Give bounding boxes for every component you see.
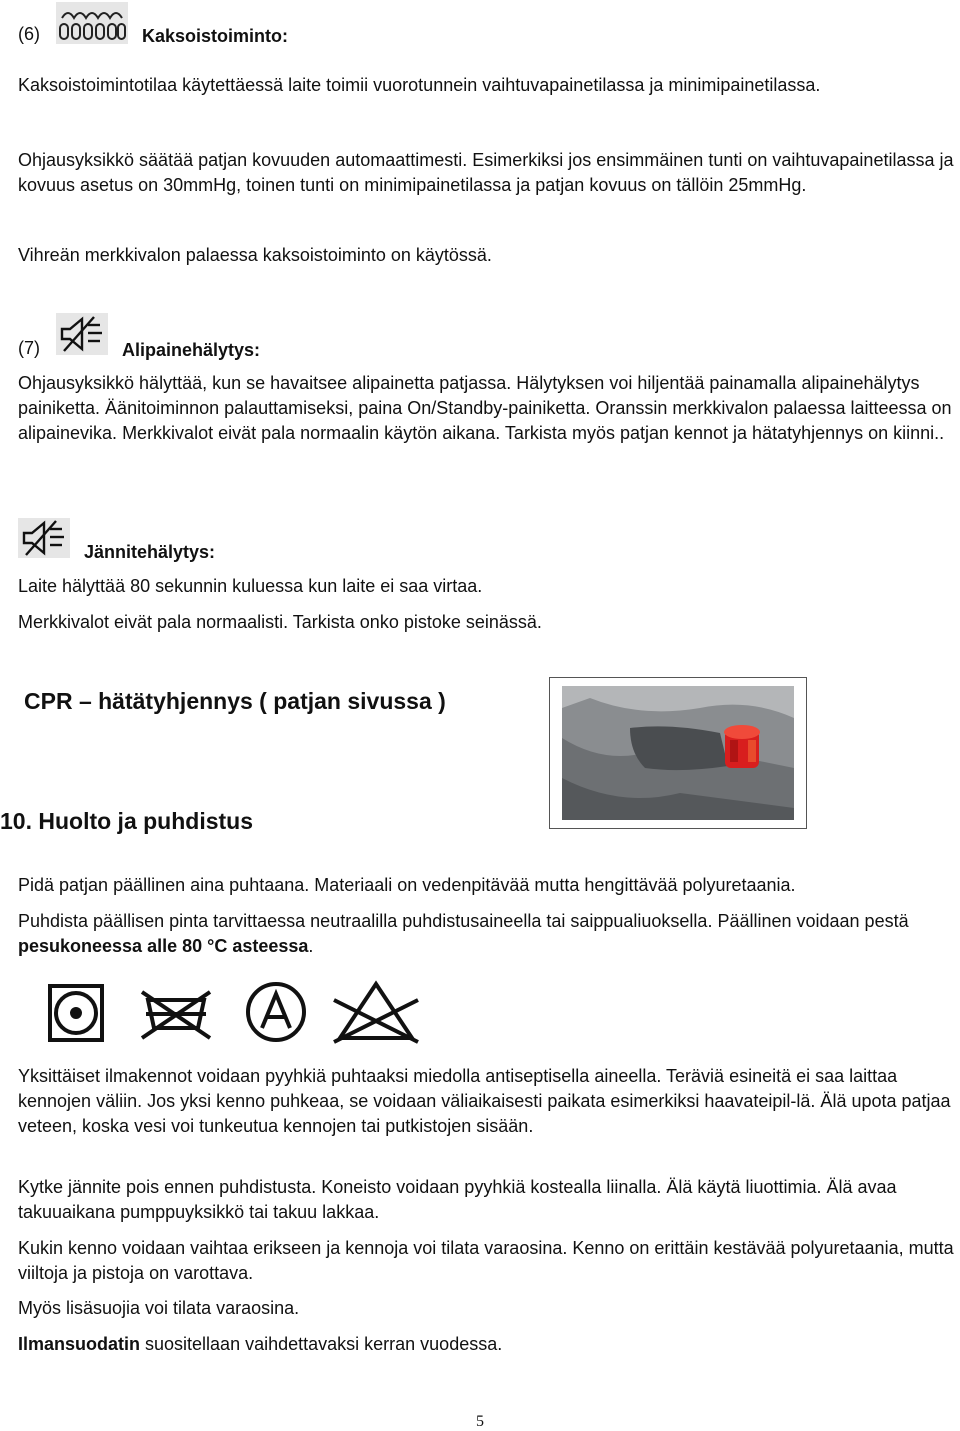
section7-number: (7) xyxy=(18,338,40,358)
voltage-heading: Jännitehälytys: xyxy=(84,542,216,562)
section10-paragraph-3: Yksittäiset ilmakennot voidaan pyyhkiä puhtaaksi miedolla antiseptisella aineella. Teräviä esineitä ei saa laittaa kennojen väliin. Jos yksi kenno puhkeaa, se voidaan väliaikaisesti paikata esimerkiksi haavateipil-lä. Älä upota patjaa veteen, koska vesi voi tunkeutua kennojen tai putkistojen sisään. xyxy=(18,1066,951,1136)
mute-alarm-icon xyxy=(56,313,108,355)
mattress-cells-icon xyxy=(56,2,128,44)
tumble-dry-icon xyxy=(50,986,102,1040)
section6-paragraph-3: Vihreän merkkivalon palaessa kaksoistoiminto on käytössä. xyxy=(18,245,492,265)
page-number: 5 xyxy=(476,1413,484,1430)
section10-paragraph-7 xyxy=(18,1332,954,1357)
cpr-heading: CPR – hätätyhjennys ( patjan sivussa ) xyxy=(24,688,446,714)
paragraph-text: suositellaan vaihdettavaksi kerran vuodessa. xyxy=(140,1334,503,1354)
section7-paragraph: Ohjausyksikkö hälyttää, kun se havaitsee alipainetta patjassa. Hälytyksen voi hiljentää painamalla alipainehälytys painiketta. Äänitoiminnon palauttamiseksi, paina On/Standby-painiketta. Oranssin merkkivalon palaessa laitteessa on alipainevika. Merkkivalot eivät pala normaalin käytön aikana. Tarkista myös patjan kennot ja hätatyhjennys on kiinni.. xyxy=(18,373,952,443)
air-filter-label: Ilmansuodatin xyxy=(18,1334,141,1354)
section6-paragraph-1: Kaksoistoimintotilaa käytettäessä laite toimii vuorotunnein vaihtuvapainetilassa ja minimipainetilassa. xyxy=(18,75,821,95)
section6-heading: Kaksoistoiminto: xyxy=(142,26,289,46)
section7-heading: Alipainehälytys: xyxy=(122,340,261,360)
mute-alarm-icon xyxy=(18,518,70,558)
section-number: (6) xyxy=(18,24,40,44)
do-not-iron-icon xyxy=(142,992,210,1038)
wash-temperature: pesukoneessa alle 80 °C asteessa xyxy=(18,936,309,956)
section6-paragraph-2: Ohjausyksikkö säätää patjan kovuuden automaattimesti. Esimerkiksi jos ensimmäinen tunti on vaihtuvapainetilassa ja kovuus asetus on 30mmHg, toinen tunti on minimipainetilassa ja patjan kovuus on tällöin 25mmHg. xyxy=(18,150,954,195)
section10-paragraph-1: Pidä patjan päällinen aina puhtaana. Materiaali on vedenpitävää mutta hengittävää polyuretaania. xyxy=(18,875,796,895)
section10-heading: 10. Huolto ja puhdistus xyxy=(0,808,254,834)
care-icons xyxy=(42,978,422,1048)
section10-paragraph-6: Myös lisäsuojia voi tilata varaosina. xyxy=(18,1298,300,1318)
section10-paragraph-2 xyxy=(18,909,954,959)
paragraph-text: Puhdista päällisen pinta tarvittaessa neutraalilla puhdistusaineella tai saippualiuoksella. Päällinen voidaan pestä xyxy=(18,911,909,931)
section10-paragraph-4: Kytke jännite pois ennen puhdistusta. Koneisto voidaan pyyhkiä kostealla liinalla. Älä käytä liuottimia. Älä avaa takuuaikana pumppuyksikkö tai takuu lakkaa. xyxy=(18,1177,897,1222)
paragraph-end: . xyxy=(308,936,314,956)
dry-clean-a-icon xyxy=(248,984,304,1040)
do-not-bleach-icon xyxy=(334,984,418,1042)
voltage-paragraph-1: Laite hälyttää 80 sekunnin kuluessa kun laite ei saa virtaa. xyxy=(18,576,483,596)
voltage-paragraph-2: Merkkivalot eivät pala normaalisti. Tarkista onko pistoke seinässä. xyxy=(18,612,542,632)
section10-paragraph-5: Kukin kenno voidaan vaihtaa erikseen ja kennoja voi tilata varaosina. Kenno on erittäin kestävää polyuretaania, mutta viiltoja ja pistoja on varottava. xyxy=(18,1238,954,1283)
